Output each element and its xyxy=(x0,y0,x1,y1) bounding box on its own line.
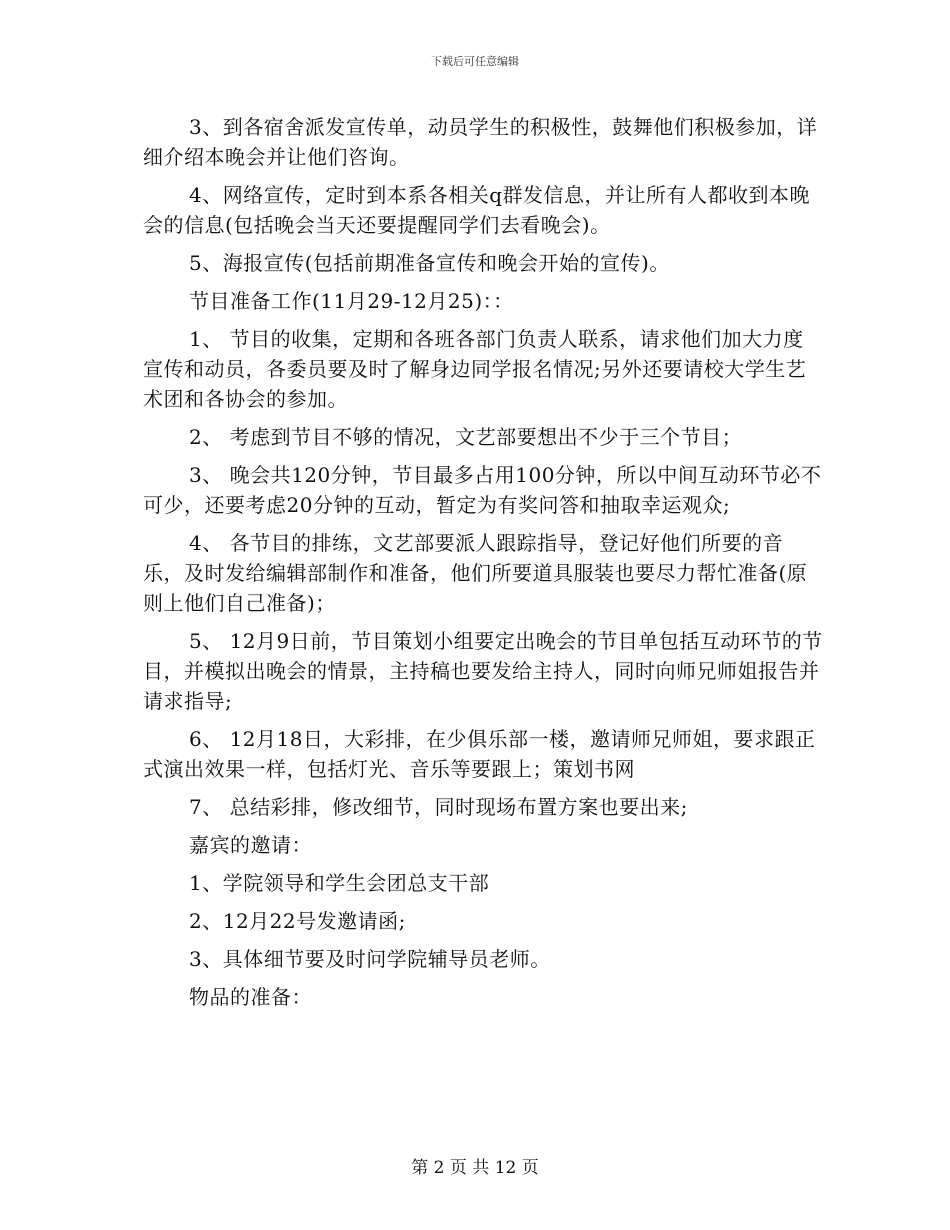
paragraph: 3、到各宿舍派发宣传单，动员学生的积极性，鼓舞他们积极参加，详细介绍本晚会并让他们咨询。 xyxy=(143,115,818,169)
paragraph: 1、学院领导和学生会团总支干部 xyxy=(189,871,490,895)
paragraph: 7、 总结彩排，修改细节，同时现场布置方案也要出来; xyxy=(189,795,688,819)
page-footer: 第 2 页 共 12 页 xyxy=(411,1158,539,1178)
paragraph: 3、具体细节要及时问学院辅导员老师。 xyxy=(189,947,551,971)
paragraph: 2、12月22号发邀请函; xyxy=(189,909,406,933)
paragraph: 2、 考虑到节目不够的情况，文艺部要想出不少于三个节目； xyxy=(189,425,743,449)
section-heading: 嘉宾的邀请： xyxy=(189,833,312,857)
page-header: 下载后可任意编辑 xyxy=(431,55,519,68)
paragraph: 5、 12月9日前，节目策划小组要定出晚会的节目单包括互动环节的节目，并模拟出晚会的情景，主持稿也要发给主持人，同时向师兄师姐报告并请求指导; xyxy=(143,629,823,713)
paragraph: 4、网络宣传，定时到本系各相关q群发信息，并让所有人都收到本晚会的信息(包括晚会当天还要提醒同学们去看晚会)。 xyxy=(143,183,811,237)
section-heading: 物品的准备： xyxy=(189,985,312,1009)
document-body xyxy=(143,112,823,1020)
paragraph: 3、 晚会共120分钟，节目最多占用100分钟，所以中间互动环节必不可少，还要考虑20分钟的互动，暂定为有奖问答和抽取幸运观众; xyxy=(143,463,822,517)
section-heading: 节目准备工作(11月29-12月25)：： xyxy=(189,289,514,313)
paragraph: 1、 节目的收集，定期和各班各部门负责人联系，请求他们加大力度宣传和动员，各委员要及时了解身边同学报名情况;另外还要请校大学生艺术团和各协会的参加。 xyxy=(143,327,807,411)
paragraph: 6、 12月18日，大彩排，在少俱乐部一楼，邀请师兄师姐，要求跟正式演出效果一样，包括灯光、音乐等要跟上；策划书网 xyxy=(143,727,816,781)
paragraph: 5、海报宣传(包括前期准备宣传和晚会开始的宣传)。 xyxy=(189,251,670,275)
paragraph: 4、 各节目的排练，文艺部要派人跟踪指导，登记好他们所要的音乐，及时发给编辑部制作和准备，他们所要道具服装也要尽力帮忙准备(原则上他们自己准备)； xyxy=(143,531,808,615)
